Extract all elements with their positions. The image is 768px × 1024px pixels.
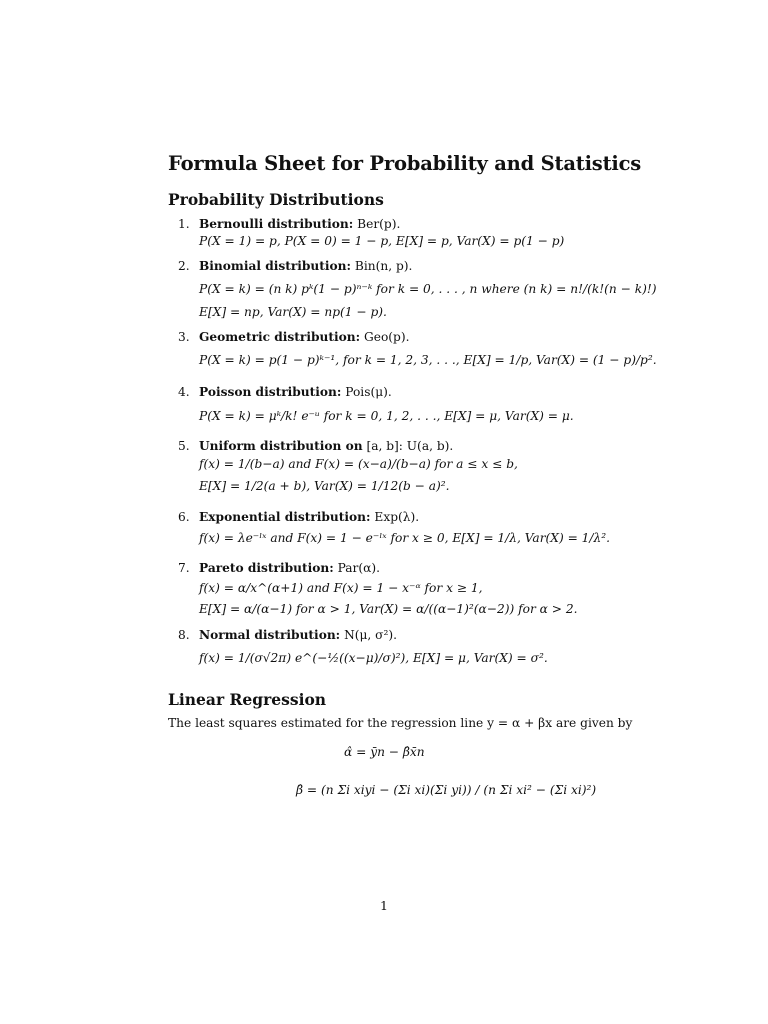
item-number: 3.: [178, 330, 190, 344]
item-number: 1.: [178, 217, 190, 231]
item-symbol: Bin(n, p).: [354, 259, 413, 273]
formula-line: f(x) = 1/(σ√2π) e^(−½((x−μ)/σ)²), E[X] = μ, Var(X) = σ².: [199, 651, 548, 665]
item-name: Pareto distribution:: [199, 561, 334, 575]
item-name: Uniform distribution on: [199, 439, 363, 453]
formula-line: E[X] = α/(α−1) for α > 1, Var(X) = α/((α−1)²(α−2)) for α > 2.: [199, 602, 578, 616]
section-heading-distributions: Probability Distributions: [168, 190, 384, 209]
page-number: 1: [380, 898, 388, 913]
item-name: Bernoulli distribution:: [199, 217, 354, 231]
item-symbol: Exp(λ).: [374, 510, 420, 524]
formula-line: P(X = k) = p(1 − p)ᵏ⁻¹, for k = 1, 2, 3, . . ., E[X] = 1/p, Var(X) = (1 − p)/p².: [199, 353, 657, 367]
item-name: Binomial distribution:: [199, 259, 352, 273]
item-number: 2.: [178, 259, 190, 273]
item-number: 7.: [178, 561, 190, 575]
item-number: 5.: [178, 439, 190, 453]
beta-hat-formula: β̂ = (n Σi xiyi − (Σi xi)(Σi yi)) / (n Σi xi² − (Σi xi)²): [296, 783, 597, 797]
item-number: 6.: [178, 510, 190, 524]
item-number: 4.: [178, 385, 190, 399]
item-name: Exponential distribution:: [199, 510, 371, 524]
item-symbol: Geo(p).: [364, 330, 410, 344]
item-symbol: Pois(μ).: [345, 385, 392, 399]
formula-line: P(X = 1) = p, P(X = 0) = 1 − p, E[X] = p, Var(X) = p(1 − p): [199, 234, 565, 248]
formula-line: f(x) = α/x^(α+1) and F(x) = 1 − x⁻ᵅ for x ≥ 1,: [199, 581, 483, 595]
alpha-hat-formula: α̂ = ȳn − β̂x̄n: [344, 745, 425, 759]
formula-line: P(X = k) = (n k) pᵏ(1 − p)ⁿ⁻ᵏ for k = 0, . . . , n where (n k) = n!/(k!(n − k)!): [199, 282, 657, 296]
item-name: Poisson distribution:: [199, 385, 342, 399]
page-title: Formula Sheet for Probability and Statistics: [168, 152, 642, 175]
regression-intro: The least squares estimated for the regression line y = α + βx are given by: [168, 716, 633, 730]
formula-line: f(x) = λe⁻ˡˣ and F(x) = 1 − e⁻ˡˣ for x ≥ 0, E[X] = 1/λ, Var(X) = 1/λ².: [199, 531, 611, 545]
formula-line: f(x) = 1/(b−a) and F(x) = (x−a)/(b−a) for a ≤ x ≤ b,: [199, 457, 518, 471]
item-symbol: Ber(p).: [357, 217, 401, 231]
formula-line: E[X] = 1/2(a + b), Var(X) = 1/12(b − a)².: [199, 479, 450, 493]
formula-line: P(X = k) = μᵏ/k! e⁻ᵘ for k = 0, 1, 2, . . ., E[X] = μ, Var(X) = μ.: [199, 409, 574, 423]
item-symbol: N(μ, σ²).: [344, 628, 397, 642]
item-symbol: Par(α).: [337, 561, 380, 575]
item-name: Normal distribution:: [199, 628, 341, 642]
item-number: 8.: [178, 628, 190, 642]
item-symbol: [a, b]: U(a, b).: [366, 439, 454, 453]
item-name: Geometric distribution:: [199, 330, 361, 344]
formula-line: E[X] = np, Var(X) = np(1 − p).: [199, 305, 387, 319]
section-heading-regression: Linear Regression: [168, 690, 327, 709]
